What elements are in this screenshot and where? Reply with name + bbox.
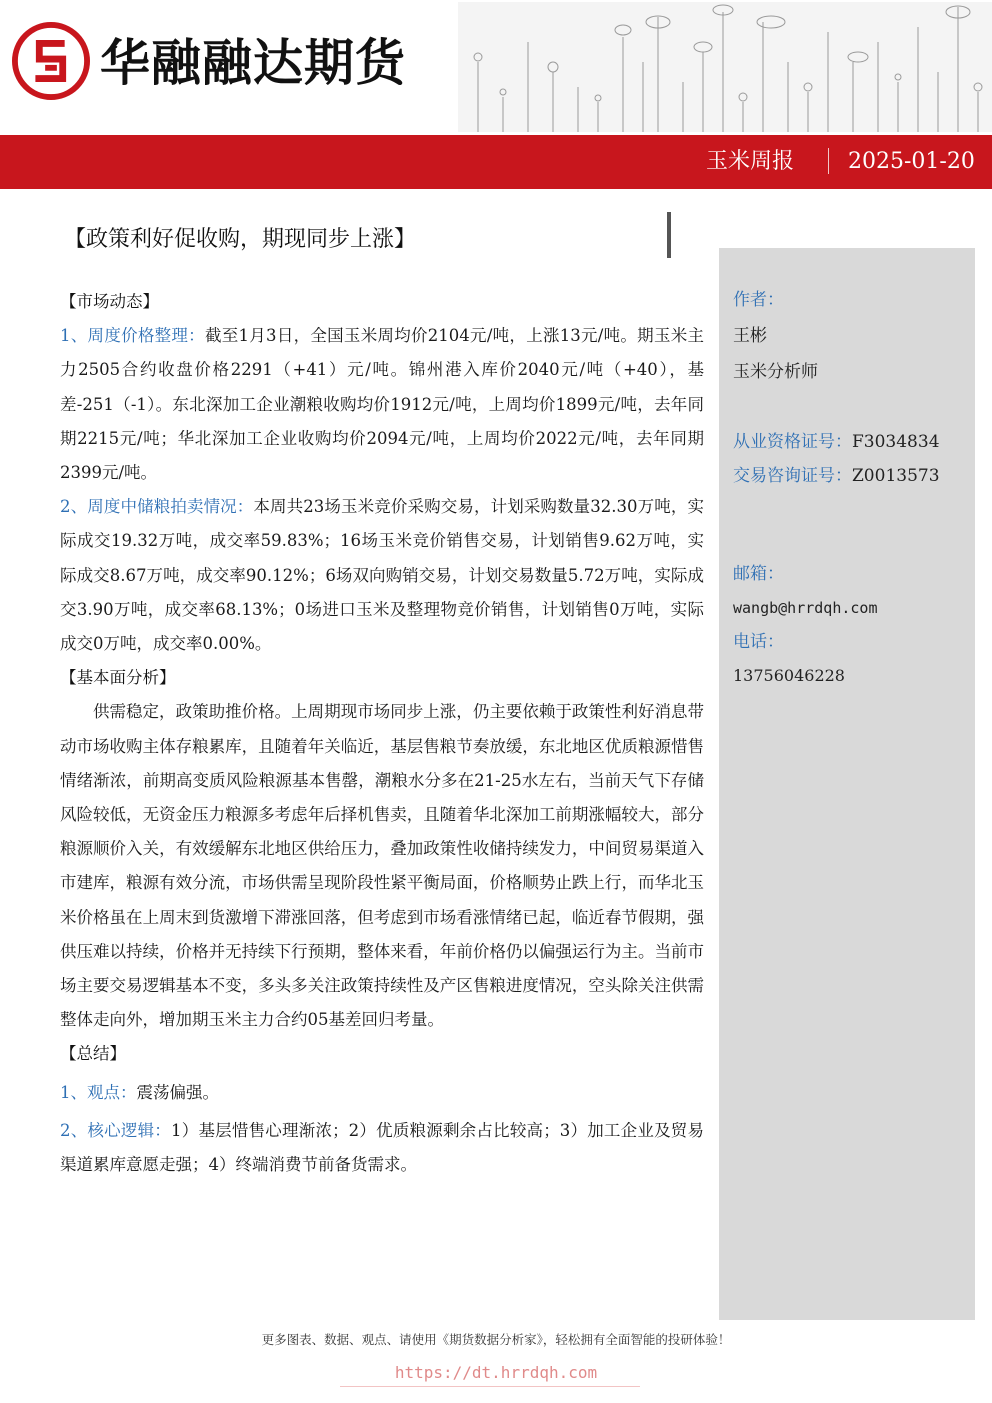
auction-label: 2、周度中储粮拍卖情况： xyxy=(60,497,254,517)
phone-label: 电话： xyxy=(733,632,784,652)
report-type: 玉米周报 xyxy=(705,149,794,174)
author-title: 玉米分析师 xyxy=(733,362,818,382)
trade-consult-label: 交易咨询证号： xyxy=(733,466,852,486)
fundamental-paragraph: 供需稳定，政策助推价格。上周期现市场同步上涨，仍主要依赖于政策性利好消息带动市场收购主体存粮累库，且随着年关临近，基层售粮节奏放缓，东北地区优质粮源惜售情绪渐浓，前期高变质风险粮源基本售罄，潮粮水分多在21-25水左右，当前天气下存储风险较低，无资金压力粮源多考虑年后择机售卖，且随着华北深加工前期涨幅较大，部分粮源顺价入关，有效缓解东北地区供给压力，叠加政策性收储持续发力，中间贸易渠道入市建库，粮源有效分流，市场供需呈现阶段性紧平衡局面，价格顺势止跌上行，而华北玉米价格虽在上周末到货激增下滞涨回落，但考虑到市场看涨情绪已起，临近春节假期，强供压难以持续，价格并无持续下行预期，整体来看，年前价格仍以偏强运行为主。当前市场主要交易逻辑基本不变，多头多关注政策持续性及产区售粮进度情况，空头除关注供需整体走向外，增加期玉米主力合约05基差回归考量。 xyxy=(60,702,704,1030)
summary-section-title: 【总结】 xyxy=(60,1044,126,1064)
footer-promo-text: 更多图表、数据、观点、请使用《期货数据分析家》，轻松拥有全面智能的投研体验！ xyxy=(261,1332,731,1347)
email-label: 邮箱： xyxy=(733,564,784,584)
logic-label: 2、核心逻辑： xyxy=(60,1120,172,1140)
trade-consult-number: Z0013573 xyxy=(852,466,940,486)
auction-text: 本周共23场玉米竞价采购交易，计划采购数量32.30万吨，实际成交19.32万吨，成交率59.83%；16场玉米竞价销售交易，计划销售9.62万吨，实际成交8.67万吨，成交率90.12%；6场双向购销交易，计划交易数量5.72万吨，实际成交3.90万吨，成交率68.13%；0场进口玉米及整理物竞价销售，计划销售0万吨，实际成交0万吨，成交率0.00%。 xyxy=(60,497,704,654)
price-label: 1、周度价格整理： xyxy=(60,326,205,346)
company-logo-icon xyxy=(12,22,90,100)
title-bar xyxy=(0,135,992,189)
qualification-row xyxy=(733,430,940,454)
title-bar-divider xyxy=(828,148,829,174)
brand-name: 华融融达期货 xyxy=(100,34,406,92)
qualification-label: 从业资格证号： xyxy=(733,432,852,452)
view-label: 1、观点： xyxy=(60,1082,137,1102)
footer-url-link[interactable]: https://dt.hrrdqh.com xyxy=(394,1363,598,1382)
view-text: 震荡偏强。 xyxy=(136,1082,219,1102)
price-text: 截至1月3日，全国玉米周均价2104元/吨，上涨13元/吨。期玉米主力2505合约收盘价格2291（+41）元/吨。锦州港入库价2040元/吨（+40），基差-251（-1）。东北深加工企业潮粮收购均价1912元/吨，上周均价1899元/吨，去年同期2215元/吨；华北深加工企业收购均价2094元/吨，上周均价2022元/吨，去年同期2399元/吨。 xyxy=(60,326,704,483)
report-body xyxy=(60,285,704,1182)
qualification-number: F3034834 xyxy=(852,432,940,452)
view-paragraph xyxy=(60,1076,704,1110)
header xyxy=(0,0,992,135)
trade-consult-row xyxy=(733,464,940,488)
decorative-pattern xyxy=(458,2,992,132)
author-sidebar xyxy=(719,248,975,1320)
fundamental-section-title: 【基本面分析】 xyxy=(60,668,176,688)
footer-underline xyxy=(340,1386,640,1387)
report-headline: 【政策利好促收购，期现同步上涨】 xyxy=(64,227,417,252)
price-paragraph xyxy=(60,319,704,490)
auction-paragraph xyxy=(60,490,704,661)
logic-paragraph xyxy=(60,1114,704,1182)
author-name: 王彬 xyxy=(733,326,767,346)
author-label: 作者： xyxy=(733,290,784,310)
logic-text: 1）基层惜售心理渐浓；2）优质粮源剩余占比较高；3）加工企业及贸易渠道累库意愿走强；4）终端消费节前备货需求。 xyxy=(60,1120,704,1175)
report-date: 2025-01-20 xyxy=(848,149,975,174)
email-value[interactable]: wangb@hrrdqh.com xyxy=(733,599,878,617)
phone-value: 13756046228 xyxy=(733,666,845,685)
market-section-title: 【市场动态】 xyxy=(60,292,159,311)
headline-accent-line xyxy=(667,212,671,258)
